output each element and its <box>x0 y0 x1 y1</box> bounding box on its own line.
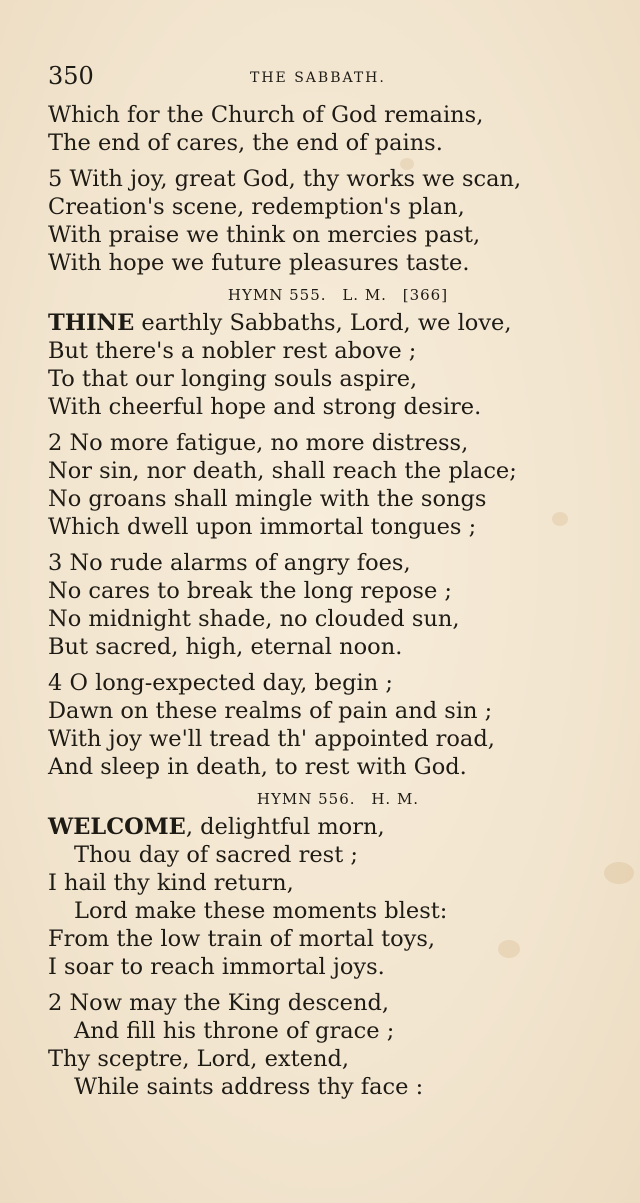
hymn-meter: H. M. <box>371 790 420 808</box>
verse-line: And sleep in death, to rest with God. <box>48 754 467 780</box>
running-head: THE SABBATH. <box>250 70 386 86</box>
verse-line-rest: earthly Sabbaths, Lord, we love, <box>134 310 512 336</box>
stanza <box>48 429 608 541</box>
verse-line: Creation's scene, redemption's plan, <box>48 194 465 220</box>
verse-line: The end of cares, the end of pains. <box>48 130 443 156</box>
hymn-first-word: WELCOME <box>48 814 186 840</box>
verse-line: Lord make these moments blest: <box>74 898 448 924</box>
verse-line: With praise we think on mercies past, <box>48 222 481 248</box>
hymn-reference: [366] <box>402 286 449 304</box>
verse-line: Which dwell upon immortal tongues ; <box>48 514 477 540</box>
verse-line: From the low train of mortal toys, <box>48 926 436 952</box>
stanza <box>48 549 608 661</box>
verse-line: But there's a nobler rest above ; <box>48 338 417 364</box>
verse-line: No groans shall mingle with the songs <box>48 486 487 512</box>
verse-line: 5 With joy, great God, thy works we scan, <box>48 166 522 192</box>
stanza <box>48 669 608 781</box>
verse-line: To that our longing souls aspire, <box>48 366 418 392</box>
verse-line: 4 O long-expected day, begin ; <box>48 670 393 696</box>
verse-line: Which for the Church of God remains, <box>48 102 484 128</box>
verse-line: And fill his throne of grace ; <box>74 1018 395 1044</box>
verse-line: But sacred, high, eternal noon. <box>48 634 403 660</box>
stanza <box>48 309 608 421</box>
verse-line: Dawn on these realms of pain and sin ; <box>48 698 493 724</box>
verse-line: With hope we future pleasures taste. <box>48 250 470 276</box>
hymn-heading <box>48 789 608 809</box>
stanza <box>48 813 608 981</box>
verse-line: No midnight shade, no clouded sun, <box>48 606 460 632</box>
hymn-first-word: THINE <box>48 310 135 336</box>
verse-line: Thy sceptre, Lord, extend, <box>48 1046 350 1072</box>
hymn-meter: L. M. <box>342 286 387 304</box>
verse-line: No cares to break the long repose ; <box>48 578 452 604</box>
verse-line: I soar to reach immortal joys. <box>48 954 385 980</box>
verse-line: While saints address thy face : <box>74 1074 424 1100</box>
verse-line: Thou day of sacred rest ; <box>74 842 358 868</box>
verse-line: 3 No rude alarms of angry foes, <box>48 550 411 576</box>
verse-line: With cheerful hope and strong desire. <box>48 394 482 420</box>
verse-line: 2 No more fatigue, no more distress, <box>48 430 469 456</box>
stanza <box>48 101 608 157</box>
hymn-number: HYMN 555. <box>227 286 327 304</box>
verse-line-rest: , delightful morn, <box>185 814 385 840</box>
paper-stain <box>604 862 634 884</box>
verse-line <box>48 813 608 841</box>
verse-line: 2 Now may the King descend, <box>48 990 390 1016</box>
hymn-heading <box>48 285 608 305</box>
verse-line: Nor sin, nor death, shall reach the place; <box>48 458 517 484</box>
verse-line: With joy we'll tread th' appointed road, <box>48 726 495 752</box>
stanza <box>48 989 608 1101</box>
verse-line: I hail thy kind return, <box>48 870 294 896</box>
page-number: 350 <box>48 62 94 90</box>
hymn-number: HYMN 556. <box>256 790 356 808</box>
stanza <box>48 165 608 277</box>
hymn-text <box>48 101 608 1109</box>
verse-line <box>48 309 608 337</box>
